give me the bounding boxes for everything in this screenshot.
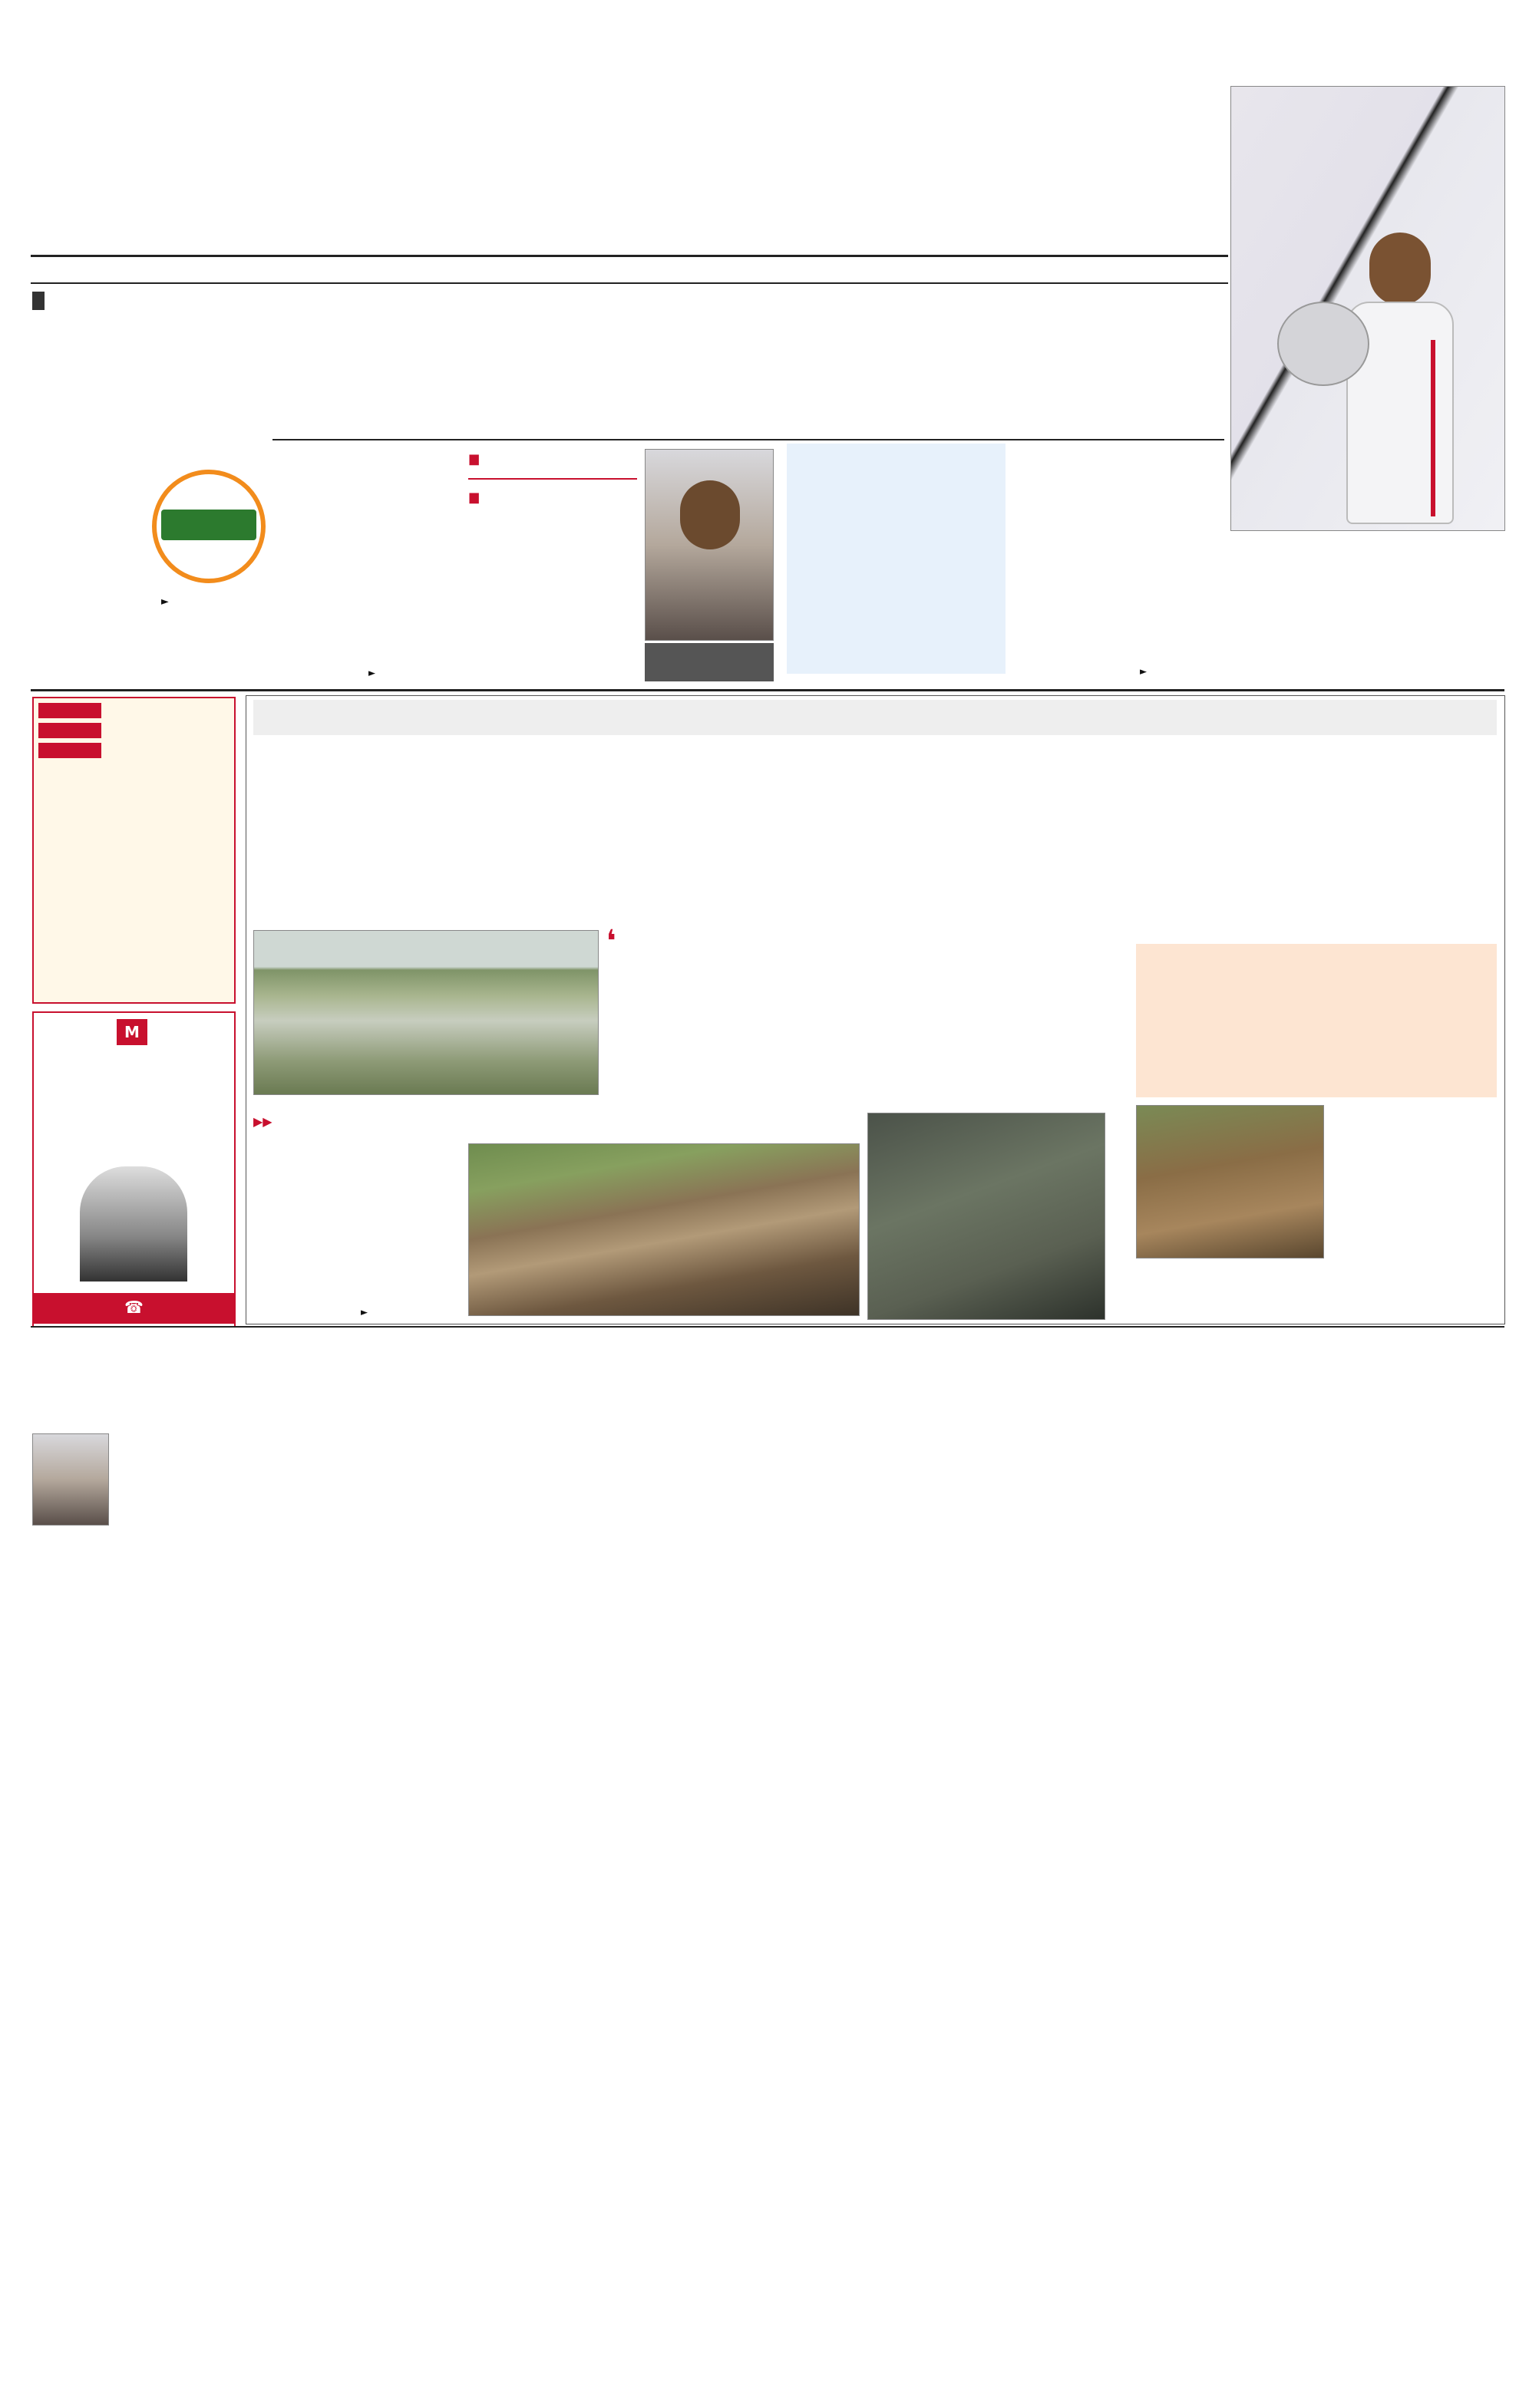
reporter (32, 292, 45, 310)
lead-kicker (32, 293, 57, 308)
continued[interactable]: ► (368, 668, 375, 679)
flood-quote (606, 924, 1128, 1095)
lead-col3 (787, 444, 1006, 674)
lead-bullets (468, 449, 637, 509)
flood-body (253, 1143, 461, 1307)
gold-rate-ad[interactable] (32, 697, 236, 1004)
col3-body (791, 451, 1001, 647)
lead-col1-body (272, 497, 457, 668)
muthoot-ad[interactable] (32, 1011, 236, 1328)
flood-side-head (1136, 944, 1497, 1097)
bullet-item: ■ (468, 490, 480, 506)
badge-text (161, 510, 256, 540)
flood-subhead (253, 700, 1497, 735)
portrait-photo (645, 449, 774, 641)
khel-diwas-badge (152, 470, 266, 583)
ambassador-photo (80, 1166, 187, 1282)
masthead-title (414, 38, 998, 207)
gold-label (38, 703, 101, 718)
muthoot-logo: M (117, 1019, 147, 1045)
portrait-caption (645, 643, 774, 681)
gold-row (38, 743, 230, 758)
athlete-photo (1230, 86, 1505, 531)
cm-box (1332, 1105, 1497, 1320)
mud-photo (1136, 1105, 1324, 1258)
gold-label (38, 743, 101, 758)
continued[interactable]: ► (1140, 666, 1147, 678)
anand-logo (34, 867, 234, 959)
continued[interactable]: ► (361, 1307, 368, 1318)
debris-photo (468, 1143, 860, 1316)
gold-row (38, 723, 230, 738)
brief-photo (32, 1433, 109, 1526)
bullet-item: ■ (468, 451, 480, 467)
continued[interactable]: ► (161, 595, 169, 608)
gold-label (38, 723, 101, 738)
gold-row (38, 703, 230, 718)
lead-col4-body (1017, 493, 1224, 665)
flood-photo (253, 930, 599, 1095)
masthead (0, 0, 1228, 280)
quote-icon: ❛ (606, 924, 616, 959)
reporter-place (45, 292, 57, 310)
helicopter-photo (867, 1113, 1105, 1320)
byline: ▶▶ (253, 1114, 272, 1129)
muthoot-phone[interactable]: ☎ (34, 1293, 234, 1324)
